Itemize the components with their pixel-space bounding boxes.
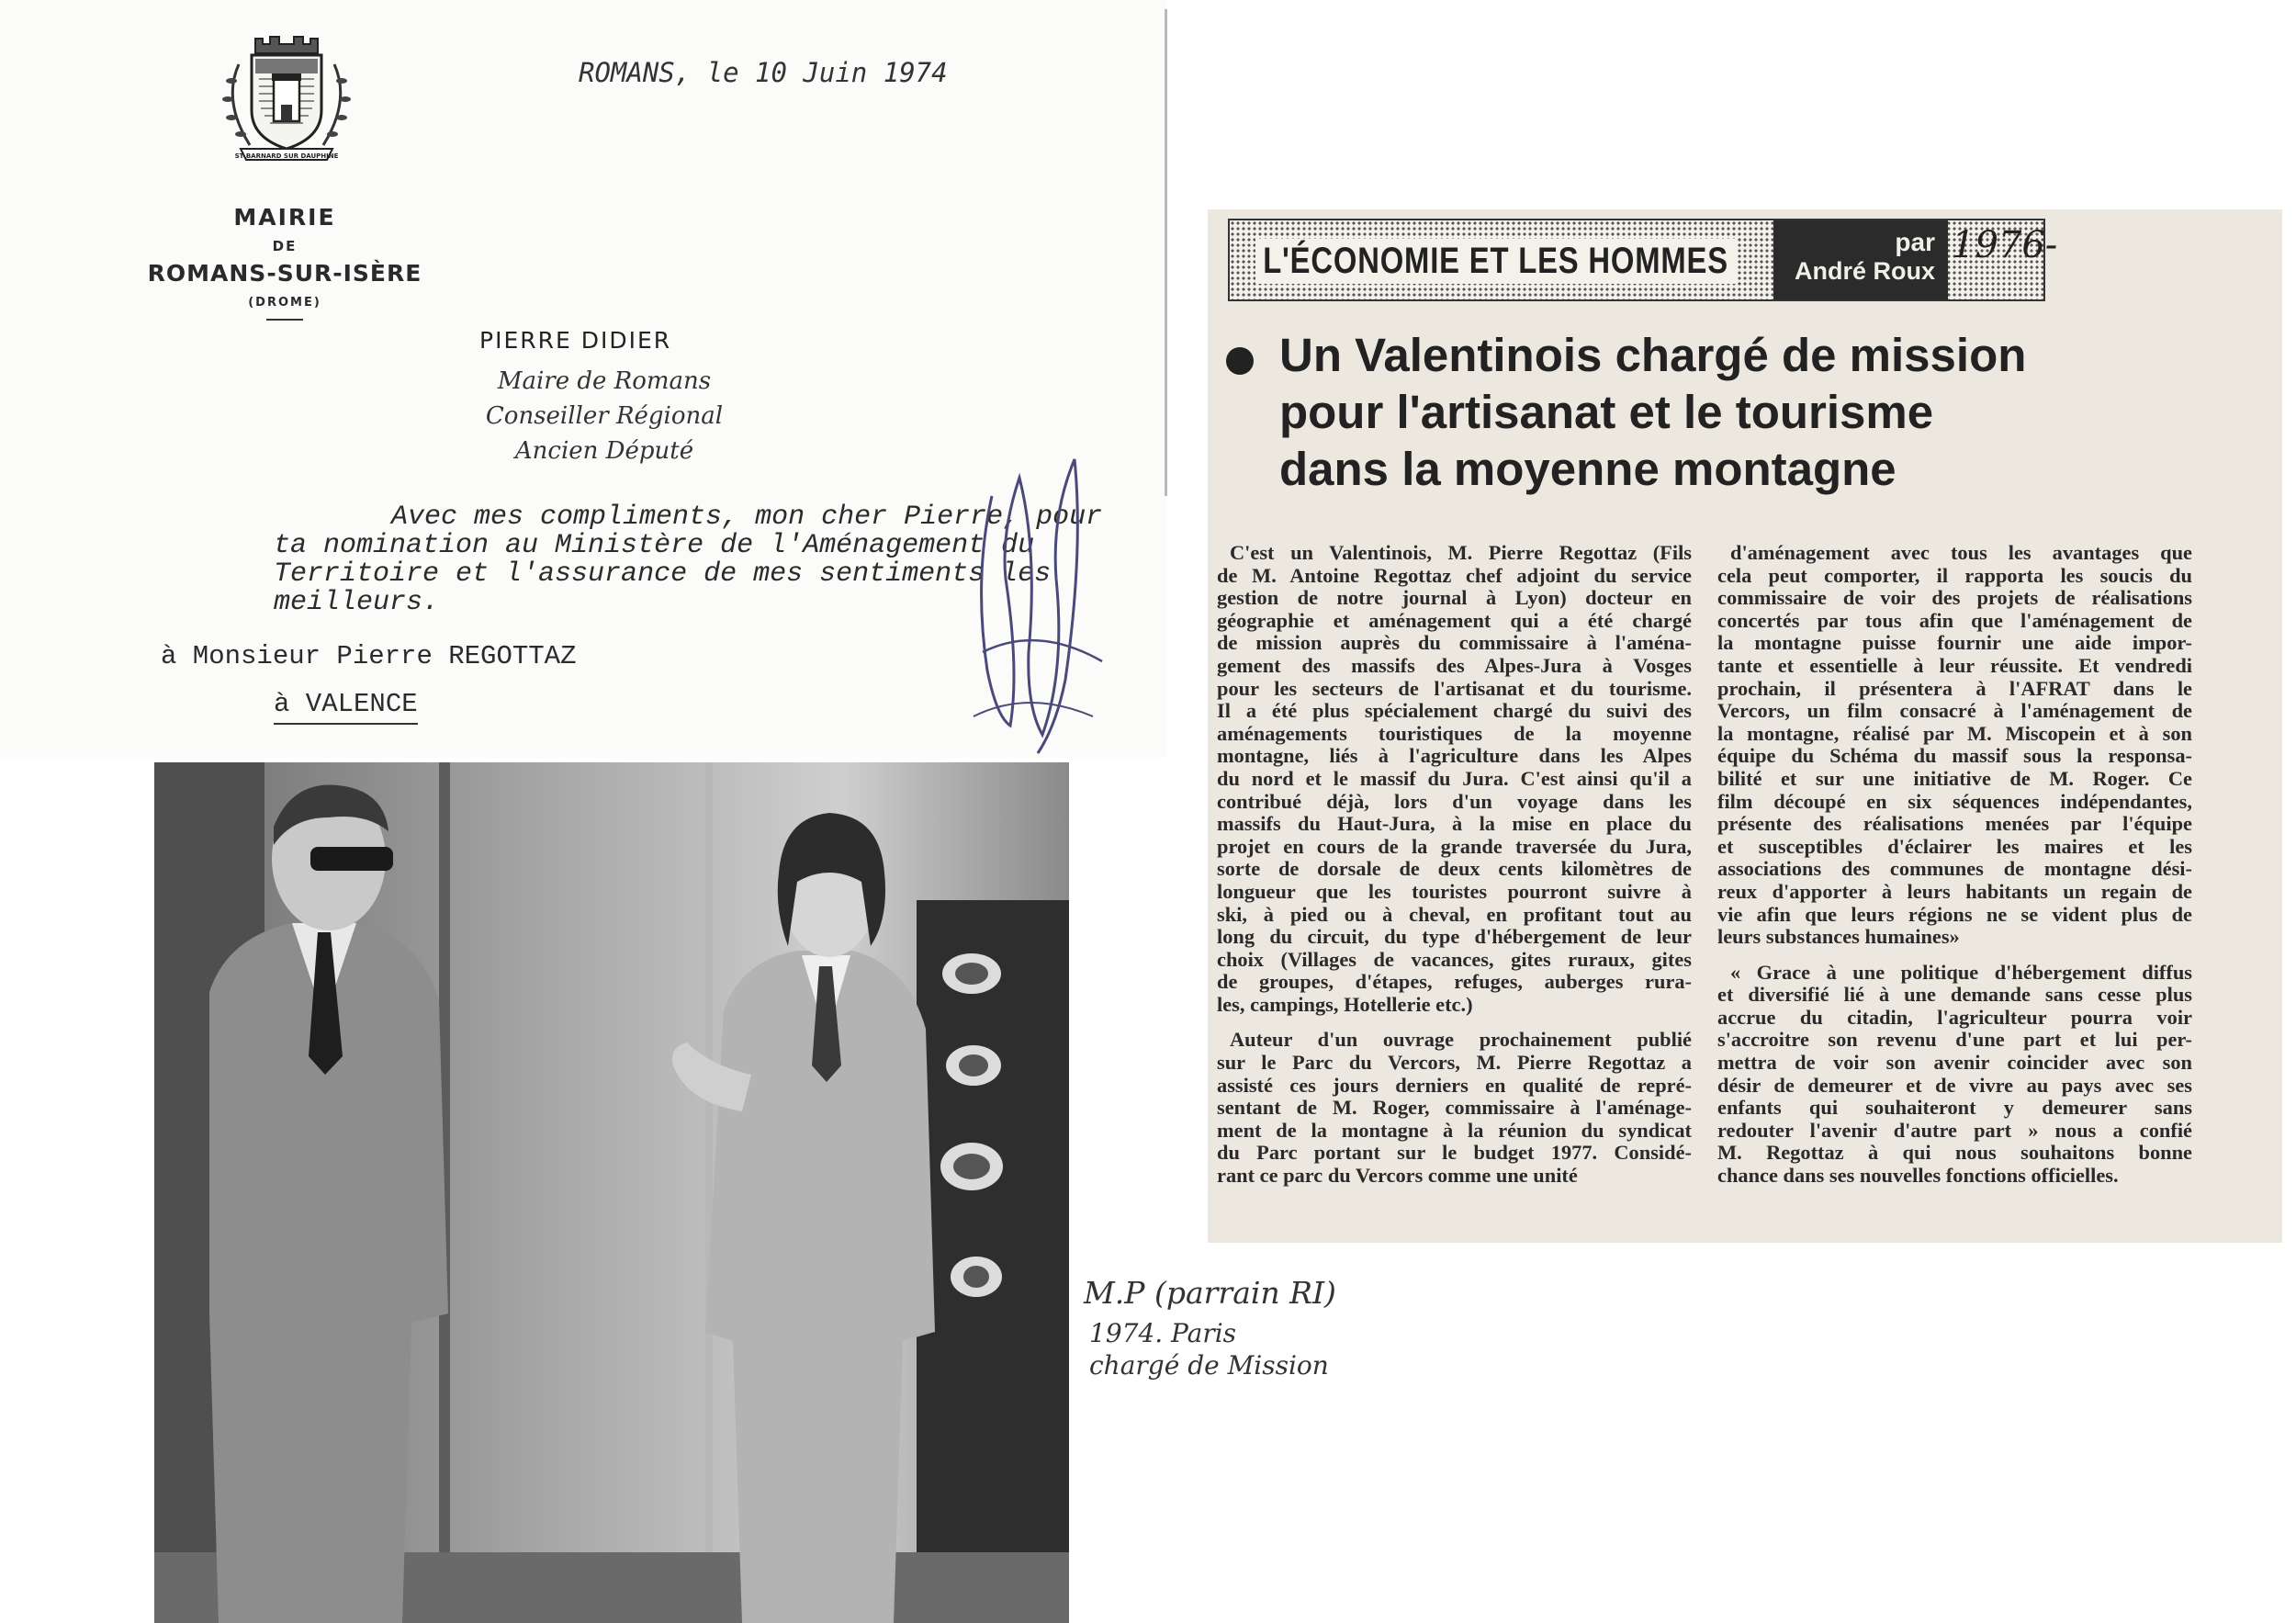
headline-bullet-icon bbox=[1226, 347, 1254, 375]
photograph bbox=[154, 762, 1069, 1623]
article-line: contribué déjà, lors d'un voyage dans les bbox=[1217, 789, 1692, 813]
sender-title-councillor: Conseiller Régional bbox=[485, 402, 724, 430]
article-line: projet en cours de la grande traversée du Jura, bbox=[1217, 834, 1692, 858]
newspaper-clipping bbox=[1208, 209, 2282, 1243]
article-line: concertés par tous afin que l'aménagement de bbox=[1717, 608, 2192, 632]
article-line: chance dans ses nouvelles fonctions officielles. bbox=[1717, 1164, 2119, 1188]
sender-name: PIERRE DIDIER bbox=[479, 327, 672, 354]
article-line: sorte de dorsale de deux cents kilomètres de bbox=[1217, 857, 1692, 881]
article-line: d'aménagement avec tous les avantages que bbox=[1730, 541, 2192, 564]
article-column-right bbox=[1717, 542, 2192, 1188]
article-line: mettra de voir son avenir coincider avec son bbox=[1717, 1051, 2192, 1075]
article-line: commissaire de voir des projets de réalisations bbox=[1717, 586, 2192, 610]
romans-crest-icon bbox=[213, 28, 360, 165]
article-line: redouter l'avenir d'autre part » nous a confié bbox=[1717, 1118, 2192, 1142]
article-line: reux d'apporter à leurs habitants un regain de bbox=[1717, 879, 2192, 903]
article-line: du nord et le massif du Jura. C'est ainsi qu'il a bbox=[1217, 766, 1692, 790]
article-line: sur le Parc du Vercors, M. Pierre Regottaz a bbox=[1217, 1051, 1692, 1075]
article-line: associations des communes de montagne dési- bbox=[1717, 857, 2192, 881]
article-line: Il a été plus spécialement chargé du suivi des bbox=[1217, 699, 1692, 723]
mairie-department: (DROME) bbox=[248, 296, 321, 310]
article-line: longueur que les touristes pourront suivre à bbox=[1217, 879, 1692, 903]
article-line: de mission auprès du commissaire à l'aména- bbox=[1217, 631, 1692, 655]
note-line-3: chargé de Mission bbox=[1089, 1350, 1329, 1381]
article-line: tante et essentielle à leur réussite. Et vendredi bbox=[1717, 653, 2192, 677]
mairie-town: ROMANS-SUR-ISÈRE bbox=[147, 260, 422, 287]
article-line: du Parc portant sur le budget 1977. Considé- bbox=[1217, 1141, 1692, 1165]
mairie-rule bbox=[266, 319, 303, 321]
handwritten-note bbox=[1084, 1275, 1451, 1381]
recipient-name: à Monsieur Pierre REGOTTAZ bbox=[161, 641, 577, 671]
column-banner bbox=[1228, 219, 2045, 301]
note-line-1: M.P (parrain RI) bbox=[1084, 1275, 1336, 1311]
message-line-4: meilleurs. bbox=[274, 587, 440, 618]
article-line: gement des massifs des Alpes-Jura à Vosges bbox=[1217, 653, 1692, 677]
byline-par: par bbox=[1895, 228, 1935, 256]
letter-dateline: ROMANS, le 10 Juin 1974 bbox=[579, 57, 948, 88]
article-line: choix (Villages de vacances, gites ruraux, gites bbox=[1217, 947, 1692, 971]
article-line: désir de demeurer et de vivre au pays avec ses bbox=[1717, 1073, 2192, 1097]
article-line: de M. Antoine Regottaz chef adjoint du service bbox=[1217, 563, 1692, 587]
column-rubric: L'ÉCONOMIE ET LES HOMMES bbox=[1255, 239, 1736, 284]
article-line: C'est un Valentinois, M. Pierre Regottaz (Fils bbox=[1230, 541, 1692, 564]
message-line-3: Territoire et l'assurance de mes sentiments les bbox=[274, 558, 1052, 590]
signature-mark bbox=[955, 441, 1111, 762]
sender-title-deputy: Ancien Député bbox=[514, 437, 694, 465]
photo-scene bbox=[154, 762, 1069, 1623]
letterhead-card bbox=[0, 0, 1166, 758]
article-line: la montagne puisse fournir une aide impor- bbox=[1717, 631, 2192, 655]
article-line: montagne, liés à l'agriculture dans les Alpes bbox=[1217, 744, 1692, 768]
article-line: ski, à pied ou à cheval, en profitant tout au bbox=[1217, 902, 1692, 926]
message-line-1: Avec mes compliments, mon cher Pierre, pour bbox=[391, 502, 1103, 533]
article-line: bilité et sur une initiative de M. Roger. Ce bbox=[1717, 766, 2192, 790]
article-line: la montagne, réalisé par M. Miscopein et à son bbox=[1717, 721, 2192, 745]
article-headline bbox=[1279, 327, 2161, 498]
article-line: équipe du Schéma du massif sous la responsa- bbox=[1717, 744, 2192, 768]
article-line: les, campings, Hotellerie etc.) bbox=[1217, 992, 1473, 1016]
sender-title-mayor: Maire de Romans bbox=[497, 367, 712, 395]
article-line: sentant de M. Roger, commissaire à l'aménage- bbox=[1217, 1096, 1692, 1120]
mairie-block bbox=[92, 204, 478, 321]
article-line: long du circuit, du type d'hébergement de leur bbox=[1217, 925, 1692, 949]
article-line: rant ce parc du Vercors comme une unité bbox=[1217, 1164, 1578, 1188]
article-line: accrue du citadin, l'agriculteur pourra voir bbox=[1717, 1005, 2192, 1029]
article-column-left bbox=[1217, 542, 1692, 1188]
article-line: vie afin que leurs régions ne se vident plus de bbox=[1717, 902, 2192, 926]
article-line: aménagements touristiques de la moyenne bbox=[1217, 721, 1692, 745]
handwritten-year: 1976- bbox=[1952, 224, 2058, 266]
article-line: prochain, il présentera à l'AFRAT dans le bbox=[1717, 676, 2192, 700]
article-line: assisté ces jours derniers en qualité de repré- bbox=[1217, 1073, 1692, 1097]
article-line: film découpé en six séquences indépendantes, bbox=[1717, 789, 2192, 813]
headline-line-2: pour l'artisanat et le tourisme bbox=[1279, 386, 1934, 438]
article-line: pour les secteurs de l'artisanat et du tourisme. bbox=[1217, 676, 1692, 700]
headline-line-3: dans la moyenne montagne bbox=[1279, 443, 1896, 495]
article-line: gestion de notre journal à Lyon) docteur en bbox=[1217, 586, 1692, 610]
sheet-divider bbox=[1165, 9, 1167, 496]
note-line-2: 1974. Paris bbox=[1089, 1318, 1237, 1348]
article-line: géographie et aménagement qui a été chargé bbox=[1217, 608, 1692, 632]
crest-motto: ST BARNARD SUR DAUPHINE bbox=[234, 152, 339, 160]
headline-line-1: Un Valentinois chargé de mission bbox=[1279, 329, 2027, 381]
article-line: et susceptibles d'éclairer les maires et les bbox=[1717, 834, 2192, 858]
article-line: « Grace à une politique d'hébergement diffus bbox=[1730, 960, 2192, 984]
paragraph-gap bbox=[1717, 949, 2192, 962]
article-line: enfants qui souhaiteront y demeurer sans bbox=[1717, 1096, 2192, 1120]
article-line: Auteur d'un ouvrage prochainement publié bbox=[1230, 1028, 1692, 1052]
article-line: cela peut comporter, il rapporta les soucis du bbox=[1717, 563, 2192, 587]
byline-box bbox=[1773, 220, 1948, 299]
mairie-de: DE bbox=[272, 238, 298, 254]
article-line: de groupes, d'étapes, refuges, auberges rura- bbox=[1217, 970, 1692, 994]
sender-titles bbox=[439, 364, 770, 468]
article-line: M. Regottaz à qui nous souhaitons bonne bbox=[1717, 1141, 2192, 1165]
article-line: leurs substances humaines» bbox=[1717, 925, 1960, 949]
article-line: présente des réalisations menées par l'équipe bbox=[1717, 812, 2192, 836]
article-line: s'accroitre son revenu d'une part et lui per- bbox=[1717, 1028, 2192, 1052]
article-line: Vercors, un film consacré à l'aménagement de bbox=[1717, 699, 2192, 723]
article-line: et diversifié lié à une demande sans cesse plus bbox=[1717, 983, 2192, 1007]
message-line-2: ta nomination au Ministère de l'Aménagement du bbox=[274, 530, 1035, 561]
article-line: ment de la montagne à la réunion du syndicat bbox=[1217, 1118, 1692, 1142]
mairie-title: MAIRIE bbox=[233, 204, 336, 231]
byline-author: André Roux bbox=[1794, 257, 1935, 285]
article-line: massifs du Haut-Jura, à la mise en place du bbox=[1217, 812, 1692, 836]
recipient-city: à VALENCE bbox=[274, 689, 418, 725]
paragraph-gap bbox=[1217, 1016, 1692, 1029]
